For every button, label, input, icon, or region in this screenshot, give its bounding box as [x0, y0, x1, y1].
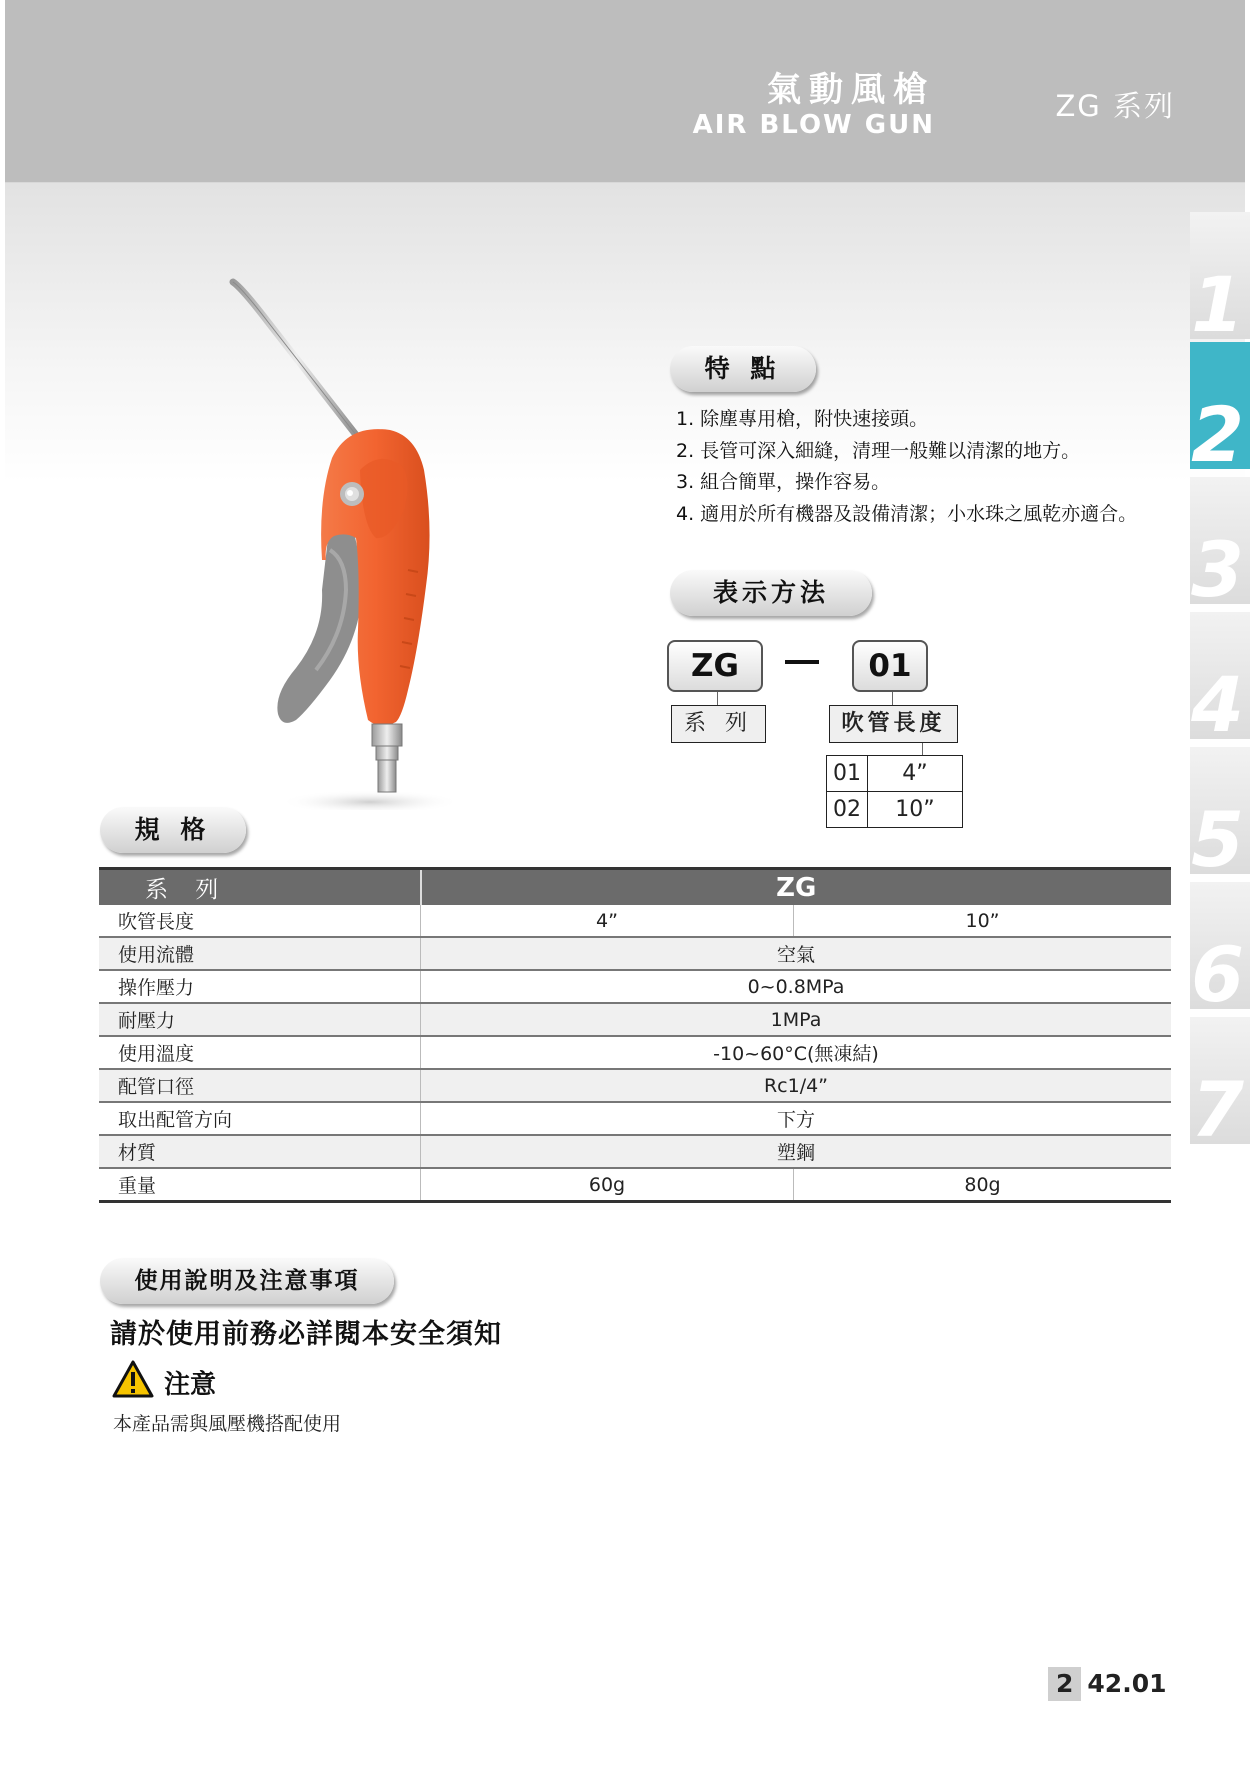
connector-line — [922, 743, 923, 755]
length-row — [827, 756, 963, 792]
spec-header-row — [99, 869, 1171, 906]
chapter-tab-2[interactable] — [1190, 342, 1250, 469]
air-blow-gun-image — [220, 270, 480, 810]
spec-row-label: 耐壓力 — [99, 1003, 421, 1036]
header-series: ZG 系列 — [1055, 89, 1175, 123]
chapter-tab-6[interactable] — [1190, 882, 1250, 1009]
notice-title: 請於使用前務必詳閱本安全須知 — [110, 1319, 502, 1350]
spec-row-value: 10” — [794, 905, 1172, 937]
chapter-tab-label: 3 — [1191, 525, 1244, 604]
spec-table — [99, 867, 1171, 1203]
page-header — [5, 0, 1245, 183]
features-list — [676, 404, 1137, 530]
notice-heading: 使用說明及注意事項 — [100, 1258, 394, 1304]
spec-row-label: 使用溫度 — [99, 1036, 421, 1069]
spec-row-value: 0~0.8MPa — [421, 970, 1172, 1003]
code-length-box: 01 — [852, 640, 928, 692]
length-code: 02 — [827, 792, 868, 828]
header-title-en: AIR BLOW GUN — [692, 110, 935, 140]
spec-row-label: 操作壓力 — [99, 970, 421, 1003]
code-series-box: ZG — [667, 640, 763, 692]
page-chapter: 2 — [1048, 1667, 1081, 1701]
spec-row-value: 塑鋼 — [421, 1135, 1172, 1168]
length-value: 4” — [868, 756, 963, 792]
features-heading: 特 點 — [670, 346, 816, 392]
spec-row — [99, 1168, 1171, 1202]
feature-item: 1. 除塵專用槍，附快速接頭。 — [676, 408, 929, 430]
label-series: 系 列 — [671, 705, 766, 743]
spec-row — [99, 1036, 1171, 1069]
warning-label: 注意 — [164, 1370, 217, 1400]
spec-row-label: 配管口徑 — [99, 1069, 421, 1102]
page-number-value: 42.01 — [1087, 1669, 1167, 1698]
notation-heading: 表示方法 — [670, 570, 872, 616]
page-number — [1048, 1667, 1166, 1701]
spec-row — [99, 1003, 1171, 1036]
spec-row-value: 空氣 — [421, 937, 1172, 970]
spec-row — [99, 1069, 1171, 1102]
length-row — [827, 792, 963, 828]
notice-text: 本產品需與風壓機搭配使用 — [113, 1413, 342, 1435]
connector-line — [892, 692, 893, 705]
spec-row-label: 吹管長度 — [99, 905, 421, 937]
code-dash — [785, 660, 819, 664]
label-length: 吹管長度 — [829, 705, 958, 743]
spec-row — [99, 1135, 1171, 1168]
feature-item: 4. 適用於所有機器及設備清潔；小水珠之風乾亦適合。 — [676, 502, 1138, 525]
spec-header-value: ZG — [421, 869, 1172, 906]
spec-row-value: 4” — [421, 905, 794, 937]
chapter-tab-label: 6 — [1191, 930, 1244, 1009]
spec-row-value: 80g — [794, 1168, 1172, 1202]
spec-row-value: 60g — [421, 1168, 794, 1202]
feature-item: 2. 長管可深入細縫，清理一般難以清潔的地方。 — [676, 439, 1081, 462]
chapter-tab-7[interactable] — [1190, 1017, 1250, 1144]
chapter-tab-5[interactable] — [1190, 747, 1250, 874]
chapter-tab-label: 4 — [1191, 660, 1244, 739]
chapter-tab-label: 2 — [1191, 390, 1244, 469]
chapter-tab-1[interactable] — [1190, 212, 1250, 339]
spec-row-value: 1MPa — [421, 1003, 1172, 1036]
spec-row-label: 材質 — [99, 1135, 421, 1168]
spec-row — [99, 970, 1171, 1003]
spec-row — [99, 937, 1171, 970]
connector-line — [717, 692, 718, 705]
chapter-tab-label: 1 — [1191, 260, 1244, 339]
chapter-tab-label: 7 — [1191, 1065, 1244, 1144]
chapter-tab-label: 5 — [1191, 795, 1244, 874]
spec-header-label: 系 列 — [99, 869, 421, 906]
warning-icon — [112, 1360, 154, 1398]
spec-row-value: -10~60°C(無凍結) — [421, 1036, 1172, 1069]
spec-row-value: 下方 — [421, 1102, 1172, 1135]
spec-row-label: 重量 — [99, 1168, 421, 1202]
feature-item: 3. 組合簡單，操作容易。 — [676, 471, 891, 493]
length-code: 01 — [827, 756, 868, 792]
spec-row-label: 取出配管方向 — [99, 1102, 421, 1135]
spec-row-value: Rc1/4” — [421, 1069, 1172, 1102]
length-code-table — [826, 755, 963, 828]
chapter-tab-4[interactable] — [1190, 612, 1250, 739]
spec-heading: 規 格 — [100, 807, 246, 853]
spec-row-label: 使用流體 — [99, 937, 421, 970]
spec-row — [99, 905, 1171, 937]
header-title-zh: 氣動風槍 — [767, 70, 935, 110]
length-value: 10” — [868, 792, 963, 828]
spec-row — [99, 1102, 1171, 1135]
chapter-tab-3[interactable] — [1190, 477, 1250, 604]
